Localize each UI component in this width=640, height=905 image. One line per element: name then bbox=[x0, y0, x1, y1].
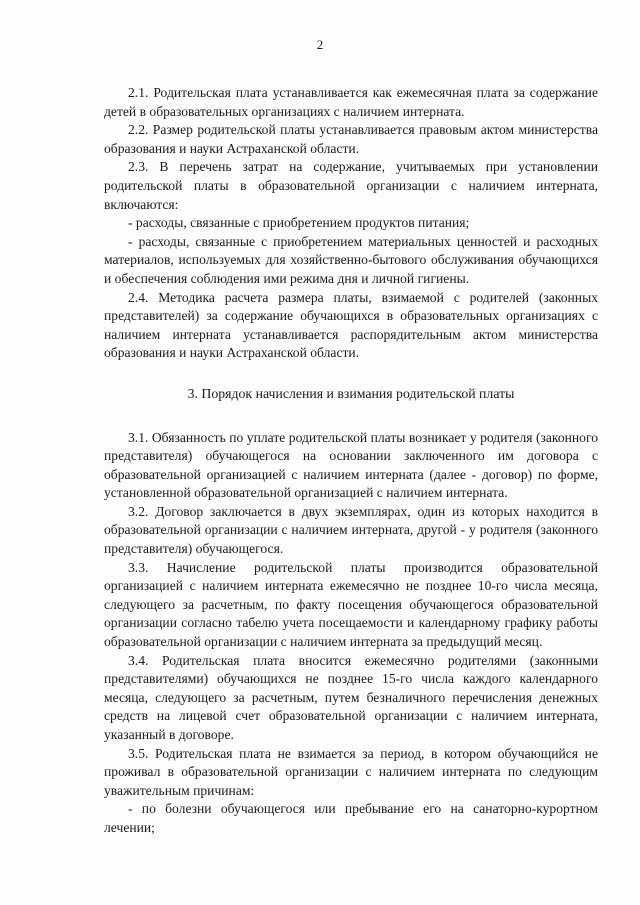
paragraph-2-1: 2.1. Родительская плата устанавливается как ежемесячная плата за содержание детей в образовательных организациях с наличием интерната. bbox=[104, 85, 598, 119]
document-body bbox=[104, 84, 598, 838]
paragraph-3-1: 3.1. Обязанность по уплате родительской платы возникает у родителя (законного представителя) обучающегося на основании заключенного им договора с образовательной организацией с наличием интерната (далее - договор) по форме, установленной образовательной организацией с наличием интерната. bbox=[104, 429, 598, 501]
list-item-illness: - по болезни обучающегося или пребывание его на санаторно-курортном лечении; bbox=[104, 801, 598, 835]
paragraph-3-5: 3.5. Родительская плата не взимается за период, в котором обучающийся не проживал в образовательной организации с наличием интерната по следующим уважительным причинам: bbox=[104, 745, 598, 798]
page-number: 2 bbox=[316, 37, 324, 52]
paragraph-3-4: 3.4. Родительская плата вносится ежемесячно родителями (законными представителями) обучающихся не позднее 15-го числа каждого календарного месяца, следующего за расчетным, путем безналичного перечисления денежных средств на лицевой счет образовательной организации с наличием интерната, указанный в договоре. bbox=[104, 652, 598, 742]
list-item-food-expenses: - расходы, связанные с приобретением продуктов питания; bbox=[128, 215, 470, 231]
list-item-material-expenses: - расходы, связанные с приобретением материальных ценностей и расходных материалов, используемых для хозяйственно-бытового обслуживания обучающихся и обеспечения соблюдения ими режима дня и личной гигиены. bbox=[104, 233, 598, 286]
paragraph-3-3: 3.3. Начисление родительской платы производится образовательной организацией с наличием интерната ежемесячно не позднее 10-го числа месяца, следующего за расчетным, по факту посещения обучающегося образовательной организации согласно табелю учета посещаемости и календарному графику работы образовательной организации с наличием интерната за предыдущий месяц. bbox=[104, 559, 598, 650]
paragraph-2-3: 2.3. В перечень затрат на содержание, учитываемых при установлении родительской платы в образовательной организации с наличием интерната, включаются: bbox=[104, 159, 598, 212]
paragraph-2-4: 2.4. Методика расчета размера платы, взимаемой с родителей (законных представителей) за содержание обучающихся в образовательных организациях с наличием интерната устанавливается распорядительным актом министерства образования и науки Астраханской области. bbox=[104, 289, 598, 361]
paragraph-2-2: 2.2. Размер родительской платы устанавливается правовым актом министерства образования и науки Астраханской области. bbox=[104, 122, 598, 156]
paragraph-3-2: 3.2. Договор заключается в двух экземплярах, один из которых находится в образовательной организации с наличием интерната, другой - у родителя (законного представителя) обучающегося. bbox=[104, 503, 598, 557]
section-heading: 3. Порядок начисления и взимания родительской платы bbox=[187, 385, 515, 401]
